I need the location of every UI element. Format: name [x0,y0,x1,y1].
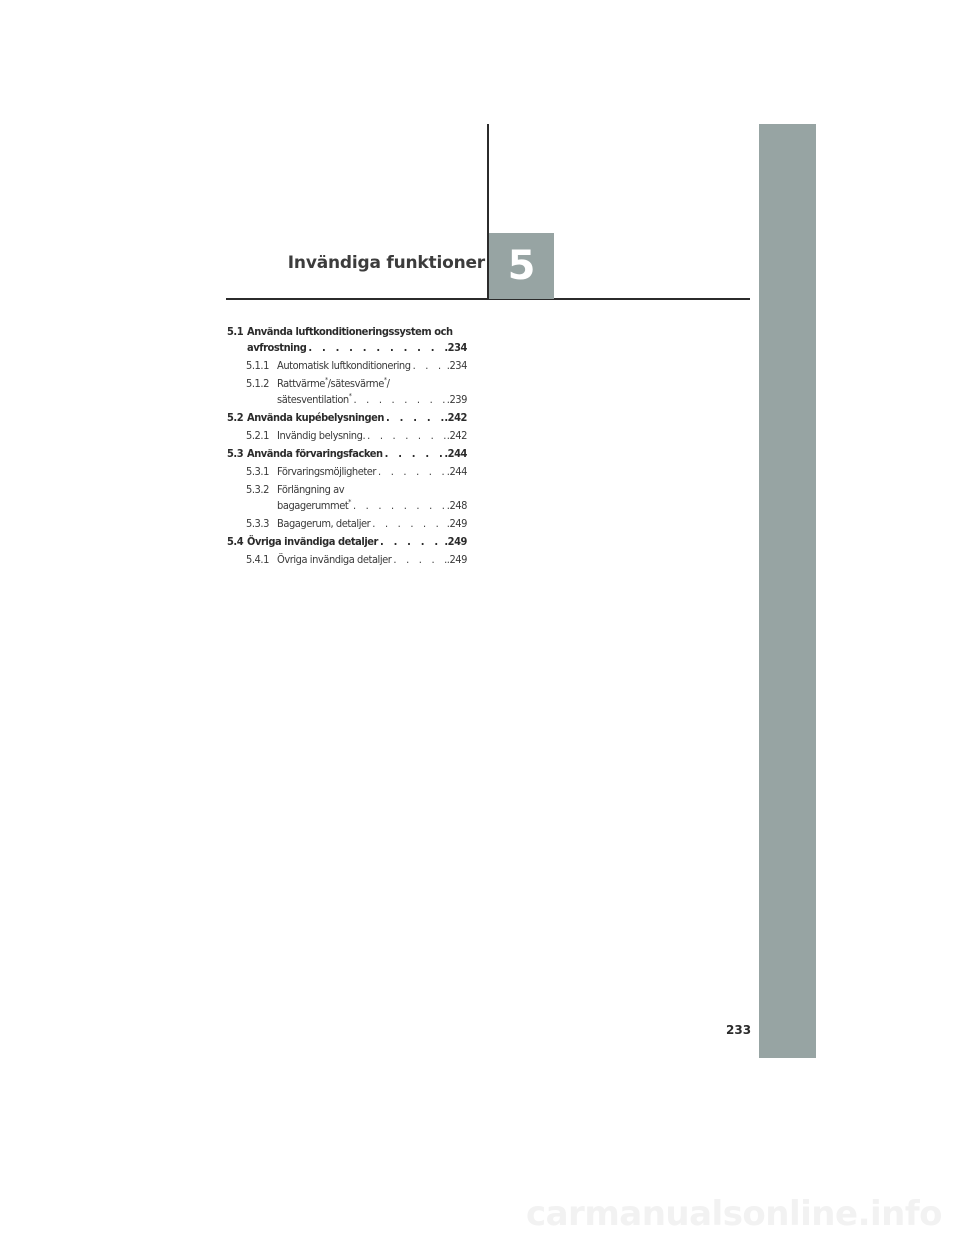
toc-leader-dots [306,340,444,356]
toc-entry[interactable] [227,428,467,444]
toc-entry[interactable] [227,516,467,532]
toc-entry-number: 5.2 [227,411,244,424]
toc-leader-dots [351,392,446,408]
toc-entry-title: Automatisk luftkonditionering [277,359,411,372]
toc-entry-title: Använda förvaringsfacken [247,447,383,460]
toc-leader-dots [365,428,447,444]
page-number: 233 [726,1023,752,1037]
toc-entry-number: 5.3 [227,447,244,460]
toc-leader-dots [411,358,447,374]
toc-entry-page: .242 [444,411,467,424]
toc-entry-page: .234 [446,359,467,372]
toc-entry[interactable] [227,552,467,568]
toc-entry-number: 5.1 [227,325,244,338]
toc-entry-title: Rattvärme*/sätesvärme*/ [277,376,390,390]
watermark: carmanualsonline.info [525,1194,942,1234]
toc-leader-dots [370,516,447,532]
toc-entry-page: .242 [446,429,467,442]
toc-entry[interactable] [227,376,467,408]
chapter-side-tab [759,124,816,1058]
toc-entry-page: .249 [446,553,467,566]
toc-entry-page: .234 [444,341,467,354]
toc-entry-number: 5.2.1 [246,429,269,442]
toc-entry-title: Använda kupébelysningen [247,411,385,424]
toc-entry-number: 5.4 [227,535,244,548]
toc-entry-title: Invändig belysning. [277,429,366,442]
toc-entry-number: 5.1.1 [246,359,269,372]
toc-entry[interactable] [227,464,467,480]
toc-entry-number: 5.3.3 [246,517,269,530]
toc-entry-title: Övriga invändiga detaljer [277,553,392,566]
toc-entry-title: Bagagerum, detaljer [277,517,371,530]
toc-entry[interactable] [227,446,467,462]
toc-entry-title: Använda luftkonditioneringssystem och [247,325,453,338]
toc-entry-page: .248 [446,499,467,512]
toc-entry-title: Förvaringsmöjligheter [277,465,377,478]
toc-entry-number: 5.3.1 [246,465,269,478]
table-of-contents [227,322,467,568]
toc-entry-page: .249 [446,517,467,530]
toc-entry-title: sätesventilation* [277,392,352,406]
toc-entry-number: 5.3.2 [246,483,269,496]
toc-entry-title: Övriga invändiga detaljer [247,535,378,548]
toc-leader-dots [378,534,444,550]
toc-entry[interactable] [227,358,467,374]
toc-entry-page: .244 [446,465,467,478]
toc-entry-number: 5.1.2 [246,377,269,390]
toc-entry[interactable] [227,534,467,550]
toc-entry[interactable] [227,410,467,426]
toc-entry-title: avfrostning [247,341,307,354]
toc-entry-title: bagagerummet* [277,498,351,512]
toc-entry[interactable] [227,324,467,356]
toc-entry-page: .249 [444,535,467,548]
chapter-number: 5 [507,243,536,289]
chapter-title: Invändiga funktioner [287,253,485,273]
toc-entry-page: .239 [446,393,467,406]
toc-entry-title: Förlängning av [277,483,345,496]
toc-entry-page: .244 [444,447,467,460]
toc-leader-dots [351,498,447,514]
chapter-number-box [489,233,554,299]
toc-leader-dots [384,410,444,426]
toc-leader-dots [383,446,445,462]
header-horizontal-rule [226,298,750,300]
toc-leader-dots [391,552,446,568]
toc-entry[interactable] [227,482,467,514]
toc-entry-number: 5.4.1 [246,553,269,566]
toc-leader-dots [376,464,447,480]
